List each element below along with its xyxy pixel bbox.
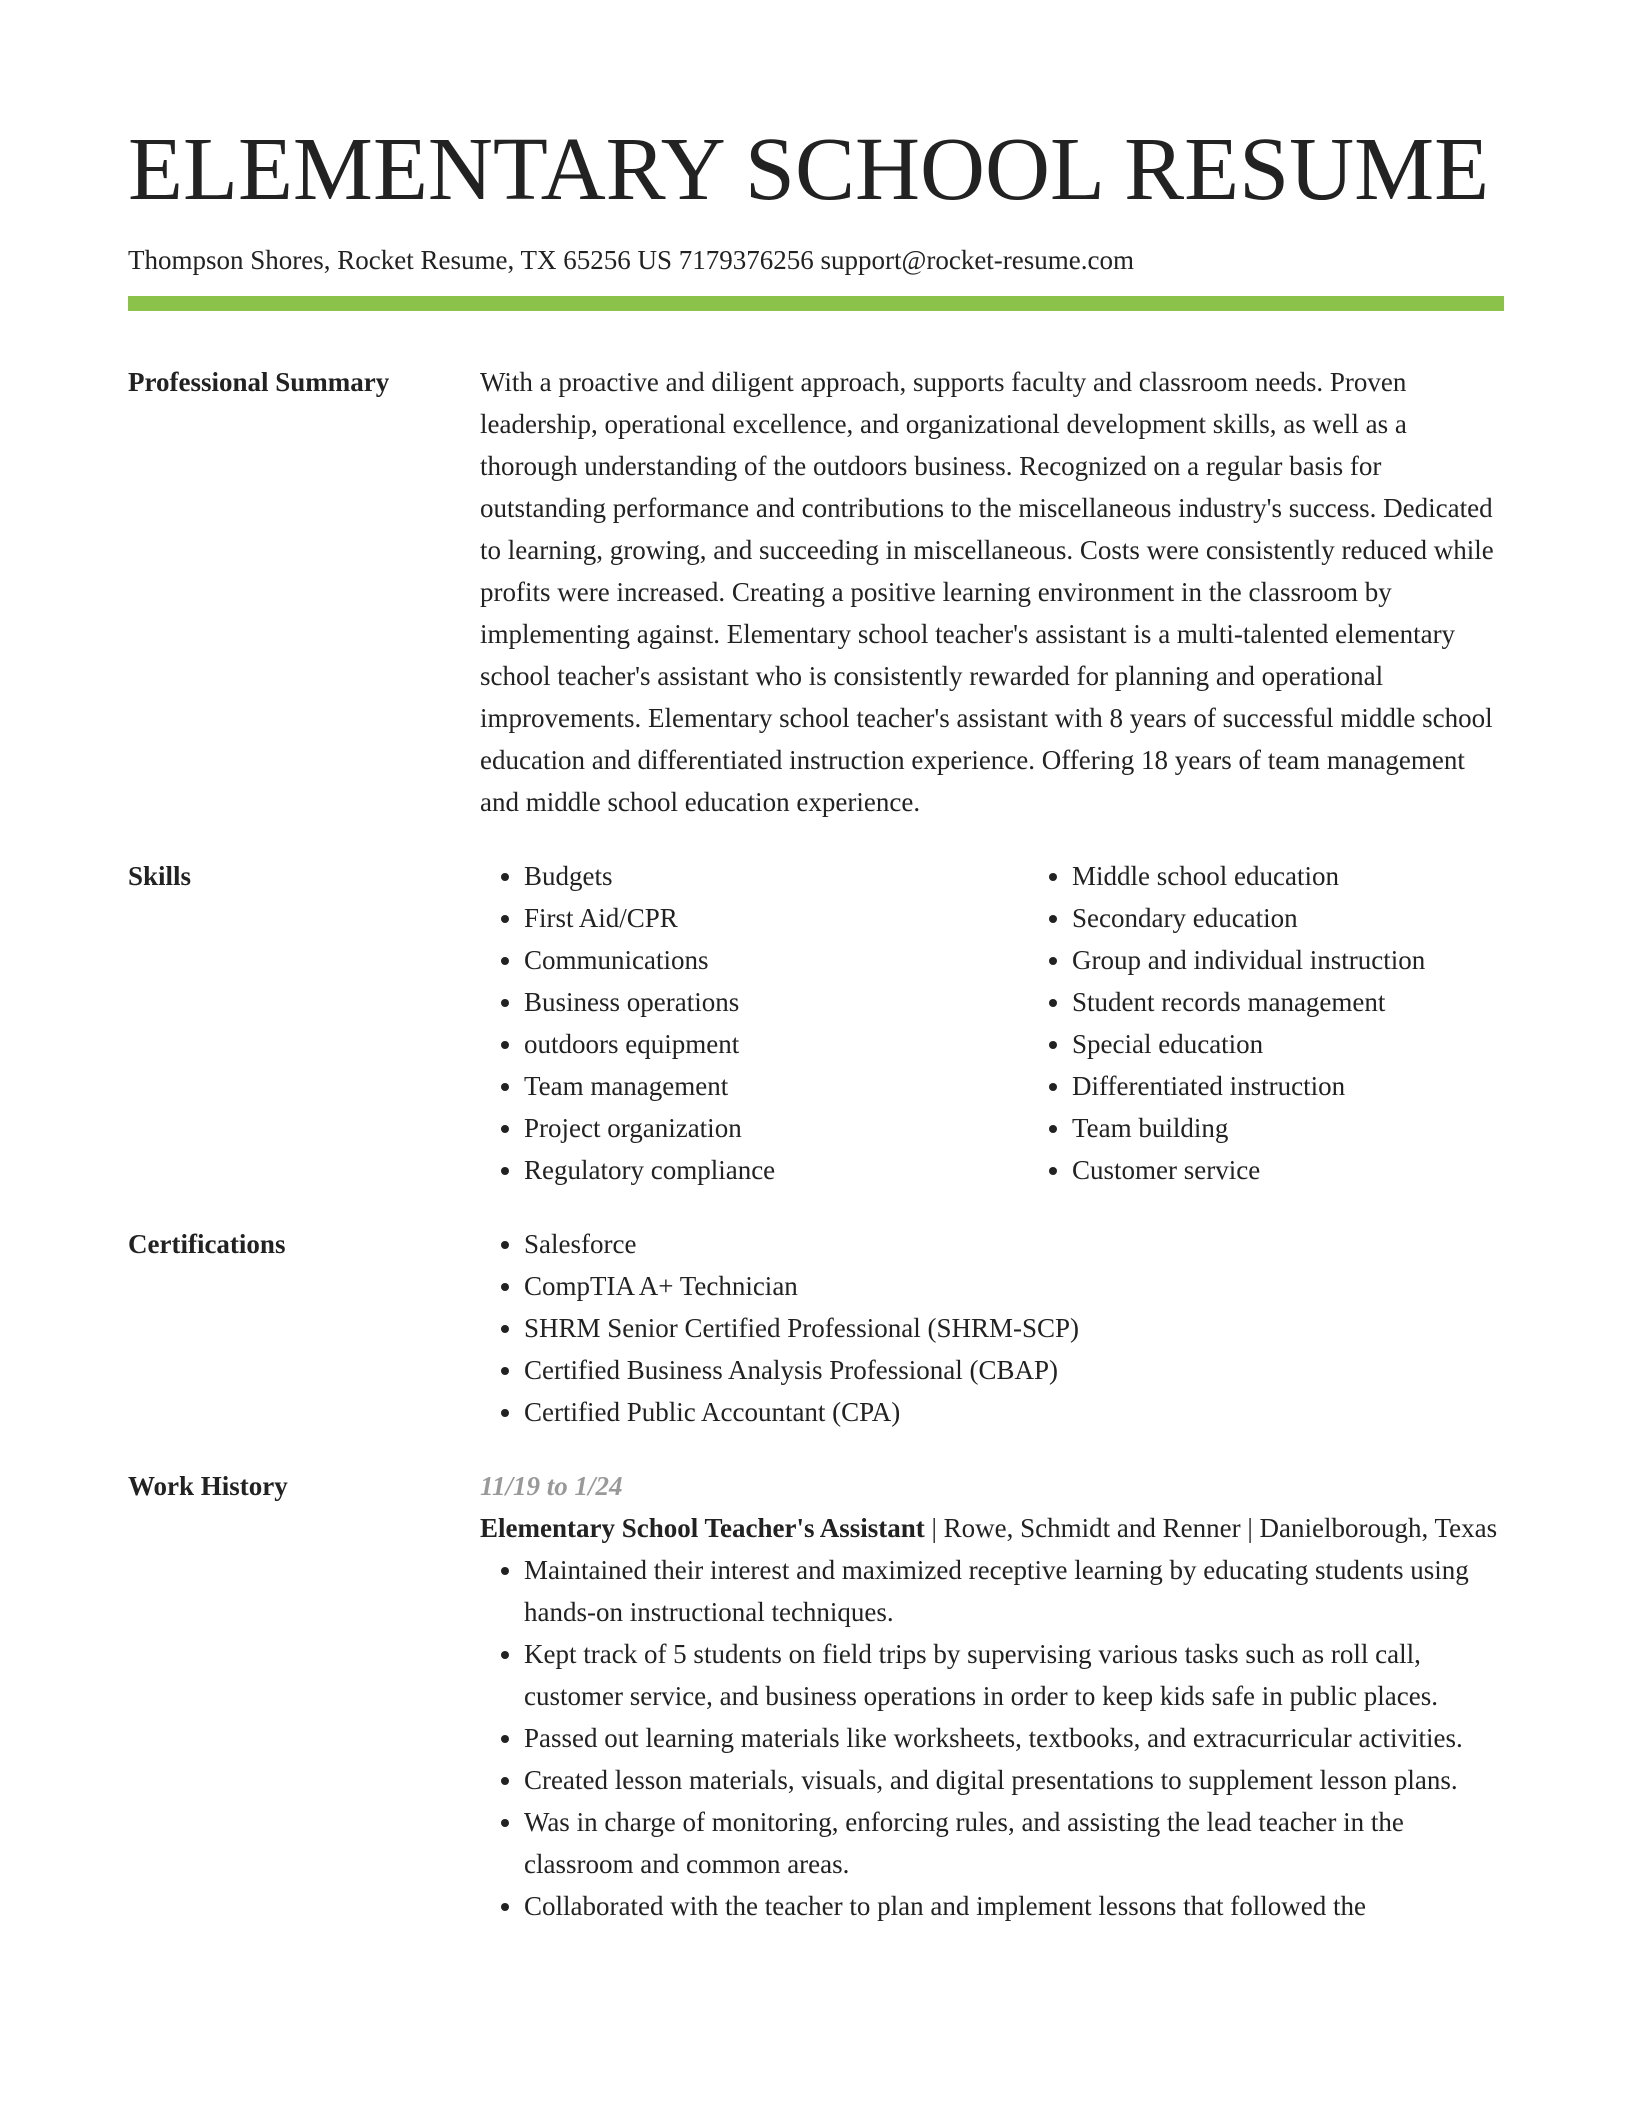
- section-title-skills: Skills: [128, 861, 192, 891]
- work-history-section: [128, 1465, 1504, 1927]
- job-bullet: • Collaborated with the teacher to plan and implement lessons that followed the: [524, 1885, 1504, 1927]
- job-dates: 11/19 to 1/24: [480, 1471, 623, 1501]
- job-bullet: • Created lesson materials, visuals, and digital presentations to supplement lesson plans.: [524, 1759, 1504, 1801]
- certification-item: • CompTIA A+ Technician: [524, 1265, 1504, 1307]
- skill-item: • Business operations: [524, 981, 1028, 1023]
- contact-info: Thompson Shores, Rocket Resume, TX 65256 US 7179376256 support@rocket-resume.com: [128, 245, 1135, 275]
- skill-item: • Team management: [524, 1065, 1028, 1107]
- job-responsibilities-list: [480, 1549, 1504, 1927]
- section-title-certifications: Certifications: [128, 1229, 286, 1259]
- certifications-body: [480, 1223, 1504, 1433]
- skill-item: • Project organization: [524, 1107, 1028, 1149]
- professional-summary-section: [128, 361, 1504, 823]
- certification-item: • Certified Business Analysis Professional (CBAP): [524, 1349, 1504, 1391]
- skill-item: • Regulatory compliance: [524, 1149, 1028, 1191]
- skill-item: • Student records management: [1072, 981, 1572, 1023]
- skill-item: • Special education: [1072, 1023, 1572, 1065]
- job-bullet: • Kept track of 5 students on field trips by supervising various tasks such as roll call, customer service, and business operations in order to keep kids safe in public places.: [524, 1633, 1504, 1717]
- certification-item: • Certified Public Accountant (CPA): [524, 1391, 1504, 1433]
- job-bullet: • Passed out learning materials like worksheets, textbooks, and extracurricular activities.: [524, 1717, 1504, 1759]
- skills-list-left: [480, 855, 1028, 1191]
- skills-columns: [480, 855, 1572, 1191]
- skill-item: • Group and individual instruction: [1072, 939, 1572, 981]
- skill-item: • outdoors equipment: [524, 1023, 1028, 1065]
- skill-item: • Communications: [524, 939, 1028, 981]
- skills-section: [128, 855, 1504, 1191]
- skill-item: • Budgets: [524, 855, 1028, 897]
- job-title: Elementary School Teacher's Assistant: [480, 1513, 925, 1543]
- job-bullet: • Maintained their interest and maximized receptive learning by educating students using hands-on instructional techniques.: [524, 1549, 1504, 1633]
- skill-item: • Middle school education: [1072, 855, 1572, 897]
- job-employer-location: | Rowe, Schmidt and Renner | Danielborough, Texas: [924, 1513, 1498, 1543]
- skill-item: • Secondary education: [1072, 897, 1572, 939]
- section-title-professional-summary: Professional Summary: [128, 367, 390, 397]
- certification-item: • Salesforce: [524, 1223, 1504, 1265]
- skills-list-right: [1028, 855, 1572, 1191]
- skill-item: • Team building: [1072, 1107, 1572, 1149]
- summary-body: [480, 361, 1504, 823]
- accent-divider: [128, 296, 1504, 311]
- resume-name: ELEMENTARY SCHOOL RESUME: [128, 120, 1490, 219]
- certifications-list: [480, 1223, 1504, 1433]
- section-title-work-history: Work History: [128, 1471, 288, 1501]
- job-heading: [480, 1507, 1504, 1549]
- skill-item: • First Aid/CPR: [524, 897, 1028, 939]
- job-bullet: • Was in charge of monitoring, enforcing rules, and assisting the lead teacher in the classroom and common areas.: [524, 1801, 1504, 1885]
- certifications-section: [128, 1223, 1504, 1433]
- resume-page: [128, 0, 1504, 1927]
- work-history-body: [480, 1465, 1504, 1927]
- skill-item: • Differentiated instruction: [1072, 1065, 1572, 1107]
- certification-item: • SHRM Senior Certified Professional (SHRM-SCP): [524, 1307, 1504, 1349]
- summary-text: With a proactive and diligent approach, supports faculty and classroom needs. Proven leadership, operational excellence, and organizational development skills, as well as a thorough understanding of the outdoors business. Recognized on a regular basis for outstanding performance and contributions to the miscellaneous industry's success. Dedicated to learning, growing, and succeeding in miscellaneous. Costs were consistently reduced while profits were increased. Creating a positive learning environment in the classroom by implementing against. Elementary school teacher's assistant is a multi-talented elementary school teacher's assistant who is consistently rewarded for planning and operational improvements. Elementary school teacher's assistant with 8 years of successful middle school education and differentiated instruction experience. Offering 18 years of team management and middle school education experience.: [480, 367, 1494, 817]
- skill-item: • Customer service: [1072, 1149, 1572, 1191]
